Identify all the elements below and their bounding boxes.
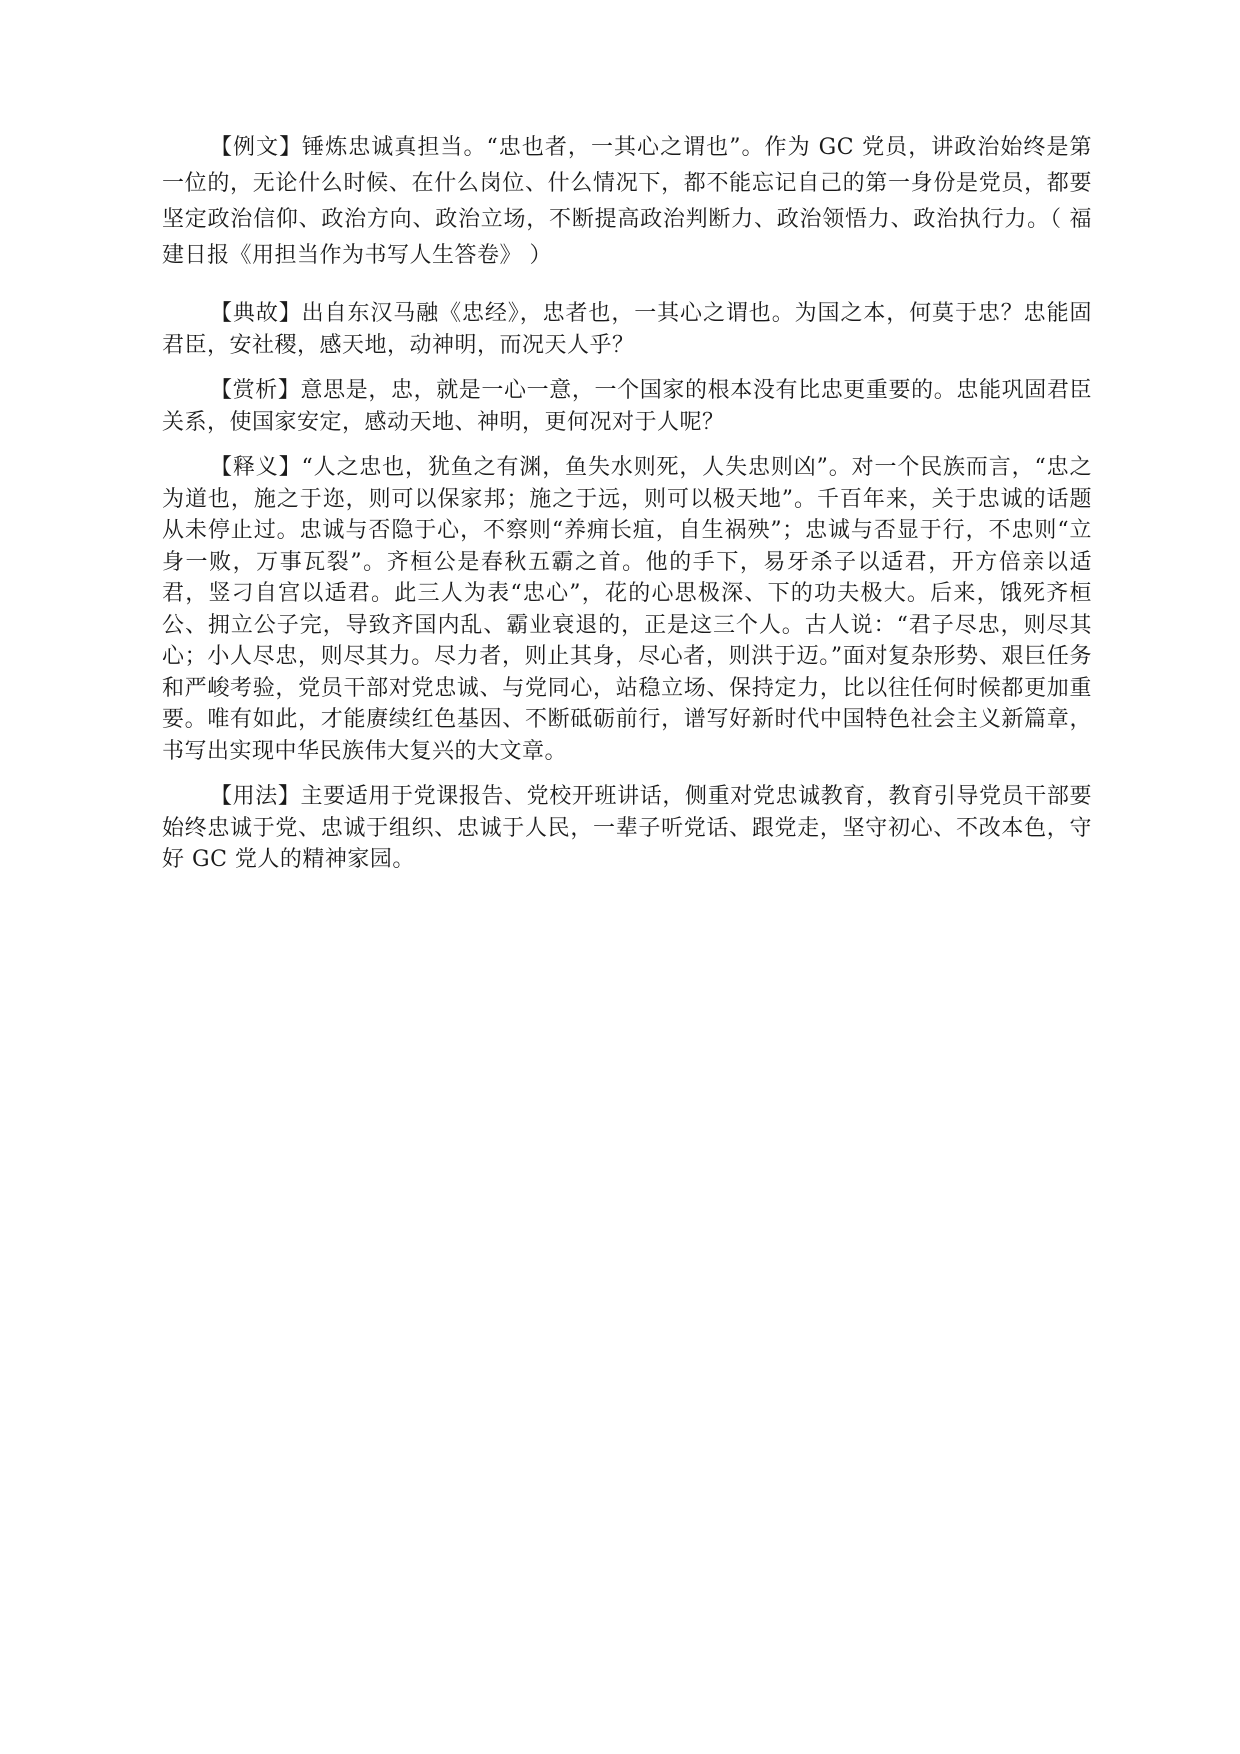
example-paragraph [162, 130, 1092, 274]
example-tag: 【例文】 [210, 135, 303, 160]
interpretation-text: “人之忠也，犹鱼之有渊，鱼失水则死，人失忠则凶”。对一个民族而言，“忠之为道也，施之于迩，则可以保家邦；施之于远，则可以极天地”。千百年来，关于忠诚的话题从未停止过。忠诚与否隐于心，不察则“养痈长疽，自生祸殃”；忠诚与否显于行，不忠则“立身一败，万事瓦裂”。齐桓公是春秋五霸之首。他的手下，易牙杀子以适君，开方倍亲以适君，竖刁自宫以适君。此三人为表“忠心”，花的心思极深、下的功夫极大。后来，饿死齐桓公、拥立公子完，导致齐国内乱、霸业衰退的，正是这三个人。古人说：“君子尽忠，则尽其心；小人尽忠，则尽其力。尽力者，则止其身，尽心者，则洪于迈。”面对复杂形势、艰巨任务和严峻考验，党员干部对党忠诚、与党同心，站稳立场、保持定力，比以往任何时候都更加重要。唯有如此，才能赓续红色基因、不断砥砺前行，谱写好新时代中国特色社会主义新篇章，书写出实现中华民族伟大复兴的大文章。 [162, 455, 1092, 764]
interpretation-tag: 【释义】 [210, 455, 302, 480]
allusion-tag: 【典故】 [210, 301, 302, 326]
usage-text: 主要适用于党课报告、党校开班讲话，侧重对党忠诚教育，教育引导党员干部要始终忠诚于党、忠诚于组织、忠诚于人民，一辈子听党话、跟党走，坚守初心、不改本色，守好 GC 党人的精神家园。 [162, 784, 1092, 872]
allusion-paragraph [162, 298, 1092, 361]
interpretation-paragraph [162, 452, 1092, 767]
appreciation-paragraph [162, 375, 1092, 438]
document-page [162, 130, 1092, 890]
appreciation-tag: 【赏析】 [210, 378, 301, 403]
usage-tag: 【用法】 [210, 784, 301, 809]
usage-paragraph [162, 781, 1092, 876]
allusion-text: 出自东汉马融《忠经》，忠者也，一其心之谓也。为国之本，何莫于忠？忠能固君臣，安社稷，感天地，动神明，而况天人乎？ [162, 301, 1092, 358]
appreciation-text: 意思是，忠，就是一心一意，一个国家的根本没有比忠更重要的。忠能巩固君臣关系，使国家安定，感动天地、神明，更何况对于人呢？ [162, 378, 1092, 435]
example-text: 锤炼忠诚真担当。“忠也者，一其心之谓也”。作为 GC 党员，讲政治始终是第一位的，无论什么时候、在什么岗位、什么情况下，都不能忘记自己的第一身份是党员，都要坚定政治信仰、政治方向、政治立场，不断提高政治判断力、政治领悟力、政治执行力。 [162, 135, 1092, 232]
example-source: （ 福建日报《用担当作为书写人生答卷》 ） [162, 207, 1092, 268]
